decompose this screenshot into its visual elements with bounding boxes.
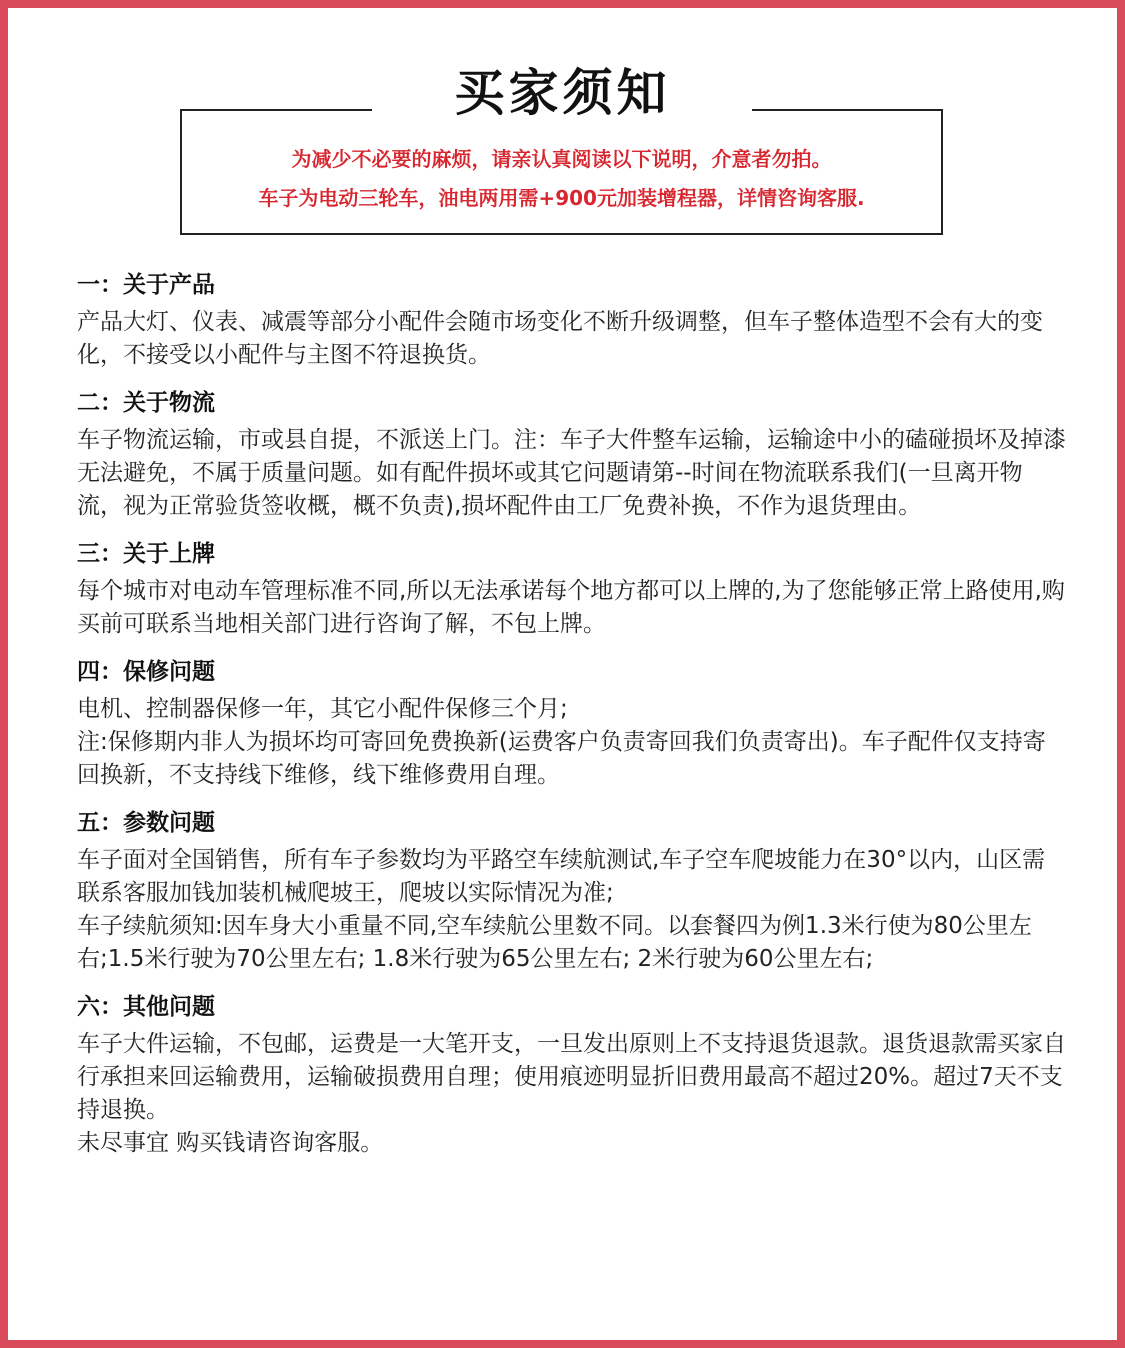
- section-license: [77, 537, 1067, 641]
- section-paragraph: 车子续航须知:因车身大小重量不同,空车续航公里数不同。以套餐四为例1.3米行使为80公里左右;1.5米行驶为70公里左右; 1.8米行驶为65公里左右; 2米行驶为60公里左右;: [77, 913, 1032, 972]
- section-paragraph: 车子物流运输，市或县自提，不派送上门。注：车子大件整车运输，运输途中小的磕碰损坏及掉漆无法避免，不属于质量问题。如有配件损坏或其它问题请第--时间在物流联系我们(一旦离开物流，视为正常验货签收概，概不负责),损坏配件由工厂免费补换，不作为退货理由。: [77, 427, 1066, 519]
- section-paragraph: 车子大件运输，不包邮，运费是一大笔开支，一旦发出原则上不支持退货退款。退货退款需买家自行承担来回运输费用，运输破损费用自理；使用痕迹明显折旧费用最高不超过20%。超过7天不支持退换。: [77, 1031, 1066, 1123]
- section-paragraph: 车子面对全国销售，所有车子参数均为平路空车续航测试,车子空车爬坡能力在30°以内，山区需联系客服加钱加装机械爬坡王，爬坡以实际情况为准;: [77, 847, 1046, 906]
- section-paragraph: 电机、控制器保修一年，其它小配件保修三个月;: [77, 696, 568, 722]
- section-warranty: [77, 655, 1067, 792]
- section-product: [77, 268, 1067, 372]
- section-paragraph: 未尽事宜 购买钱请咨询客服。: [77, 1130, 384, 1156]
- section-parameters: [77, 806, 1067, 976]
- section-title: 三：关于上牌: [77, 541, 215, 567]
- section-logistics: [77, 386, 1067, 523]
- section-title: 二：关于物流: [77, 390, 215, 416]
- section-paragraph: 每个城市对电动车管理标准不同,所以无法承诺每个地方都可以上牌的,为了您能够正常上路使用,购买前可联系当地相关部门进行咨询了解，不包上牌。: [77, 578, 1065, 637]
- content-body: [77, 268, 1067, 1174]
- notice-box: [180, 109, 943, 235]
- notice-border-left: [180, 109, 372, 111]
- notice-border-right: [752, 109, 943, 111]
- page-title: 买家须知: [454, 64, 671, 122]
- section-paragraph: 产品大灯、仪表、减震等部分小配件会随市场变化不断升级调整，但车子整体造型不会有大的变化，不接受以小配件与主图不符退换货。: [77, 309, 1043, 368]
- section-other: [77, 990, 1067, 1160]
- section-title: 四：保修问题: [77, 659, 215, 685]
- notice-line-2: 车子为电动三轮车，油电两用需+900元加装增程器，详情咨询客服.: [258, 186, 865, 210]
- section-title: 一：关于产品: [77, 272, 215, 298]
- section-title: 六：其他问题: [77, 994, 215, 1020]
- section-title: 五：参数问题: [77, 810, 215, 836]
- section-paragraph: 注:保修期内非人为损坏均可寄回免费换新(运费客户负责寄回我们负责寄出)。车子配件仅支持寄回换新，不支持线下维修，线下维修费用自理。: [77, 729, 1046, 788]
- notice-line-1: 为减少不必要的麻烦，请亲认真阅读以下说明，介意者勿拍。: [291, 147, 832, 171]
